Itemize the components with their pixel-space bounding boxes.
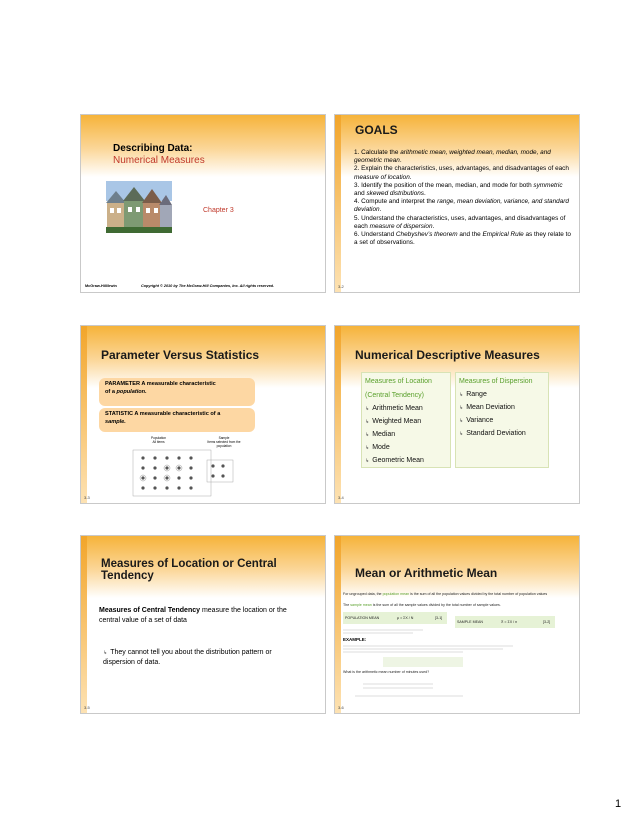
location-item: ↳ Geometric Mean (365, 457, 424, 464)
population-label: Population All items (151, 436, 167, 444)
arrow-bullet-icon: ↳ (459, 392, 464, 398)
sample-mean-label: SAMPLE MEAN (457, 620, 483, 624)
houses-photo (106, 181, 172, 233)
arrow-bullet-icon: ↳ (459, 405, 464, 411)
arrow-bullet-icon: ↳ (365, 458, 370, 464)
arrow-bullet-icon: ↳ (365, 432, 370, 438)
sample-mean-definition: The sample mean is the sum of all the sample values divided by the total number of sample values. (343, 603, 501, 607)
location-item: ↳ Mode (365, 444, 390, 451)
slide-parameter-vs-statistics (80, 325, 326, 504)
slide-title: GOALS (355, 123, 398, 137)
central-tendency-note: ↳ They cannot tell you about the distribution pattern or dispersion of data. (103, 649, 272, 666)
location-heading-2: (Central Tendency) (365, 392, 425, 399)
page-number: 1 (615, 798, 622, 810)
dispersion-heading: Measures of Dispersion (459, 378, 533, 385)
slide-mean (334, 535, 580, 714)
slide-title: Numerical Descriptive Measures (355, 348, 540, 362)
arrow-bullet-icon: ↳ (365, 445, 370, 451)
population-mean-ref: [3-1] (435, 616, 443, 620)
formula-notes-placeholder (343, 628, 443, 636)
goal-item: 2. Explain the characteristics, uses, advantages, and disadvantages of each measure of location. (354, 165, 569, 181)
population-mean-formula: μ = ΣX / N (397, 616, 414, 620)
chapter-label: Chapter 3 (203, 207, 234, 214)
copyright: Copyright © 2010 by The McGraw-Hill Companies, Inc. All rights reserved. (141, 284, 275, 288)
dispersion-item: ↳ Mean Deviation (459, 404, 515, 411)
arrow-bullet-icon: ↳ (365, 419, 370, 425)
slide-title-line1: Describing Data: (113, 143, 193, 154)
dispersion-item: ↳ Variance (459, 417, 494, 424)
dispersion-item: ↳ Range (459, 391, 487, 398)
population-sample-diagram (123, 436, 243, 498)
slide-number: 3-3 (84, 495, 90, 500)
arrow-bullet-icon: ↳ (459, 418, 464, 424)
goal-item: 1. Calculate the arithmetic mean, weighted mean, median, mode, and geometric mean. (354, 149, 551, 165)
slide-side-bar (81, 536, 87, 713)
arrow-bullet-icon: ↳ (103, 650, 108, 656)
population-mean-definition: For ungrouped data, the population mean is the sum of all the population values divided by the total number of population values (343, 592, 548, 596)
publisher: McGraw-Hill/Irwin (85, 284, 117, 288)
mean-calculation-placeholder (343, 678, 483, 704)
sample-label: Sample Items selected from the population (207, 436, 241, 448)
slide-number: 3-6 (338, 705, 344, 710)
sample-mean-formula: X̄ = ΣX / n (501, 620, 518, 624)
location-item: ↳ Arithmetic Mean (365, 405, 423, 412)
population-mean-label: POPULATION MEAN (345, 616, 380, 620)
dot-grid-icon (123, 448, 243, 498)
location-item: ↳ Weighted Mean (365, 418, 422, 425)
slide-title: Parameter Versus Statistics (101, 348, 260, 362)
sample-mean-ref: [3-2] (543, 620, 551, 624)
slide-number: 3-5 (84, 705, 90, 710)
goal-item: 3. Identify the position of the mean, median, and mode for both symmetric and skewed distributions. (354, 181, 563, 198)
location-item: ↳ Median (365, 431, 396, 438)
statistic-definition: STATISTIC A measurable characteristic of a sample. (99, 408, 255, 432)
slide-goals (334, 114, 580, 293)
example-question: What is the arithmetic mean number of minutes used? (343, 670, 430, 674)
slide-title: Mean or Arithmetic Mean (355, 566, 498, 580)
goal-item: 4. Compute and interpret the range, mean deviation, variance, and standard deviation. (354, 198, 569, 214)
example-heading: EXAMPLE: (343, 637, 367, 642)
arrow-bullet-icon: ↳ (459, 431, 464, 437)
slide-number: 3-2 (338, 284, 344, 289)
slide-number: 3-4 (338, 495, 344, 500)
slide-title-line2: Numerical Measures (113, 155, 205, 166)
location-heading-1: Measures of Location (365, 378, 432, 385)
slide-measures-of-location (80, 535, 326, 714)
slide-side-bar (335, 536, 341, 713)
central-tendency-text: Measures of Central Tendency measure the location or the central value of a set of data (99, 607, 287, 624)
slide-side-bar (81, 326, 87, 503)
slide-numerical-descriptive-measures (334, 325, 580, 504)
goal-item: 6. Understand Chebyshev’s theorem and the Empirical Rule as they relate to a set of observations. (354, 231, 571, 247)
slide-side-bar (335, 326, 341, 503)
parameter-definition: PARAMETER A measurable characteristic of a population. (99, 378, 255, 406)
goals-list (341, 149, 574, 247)
dispersion-item: ↳ Standard Deviation (459, 430, 526, 437)
slide-title: Measures of Location or Central Tendency (101, 558, 277, 582)
slide-title (80, 114, 326, 293)
goal-item: 5. Understand the characteristics, uses, advantages, and disadvantages of each measure of dispersion. (354, 214, 566, 230)
arrow-bullet-icon: ↳ (365, 406, 370, 412)
